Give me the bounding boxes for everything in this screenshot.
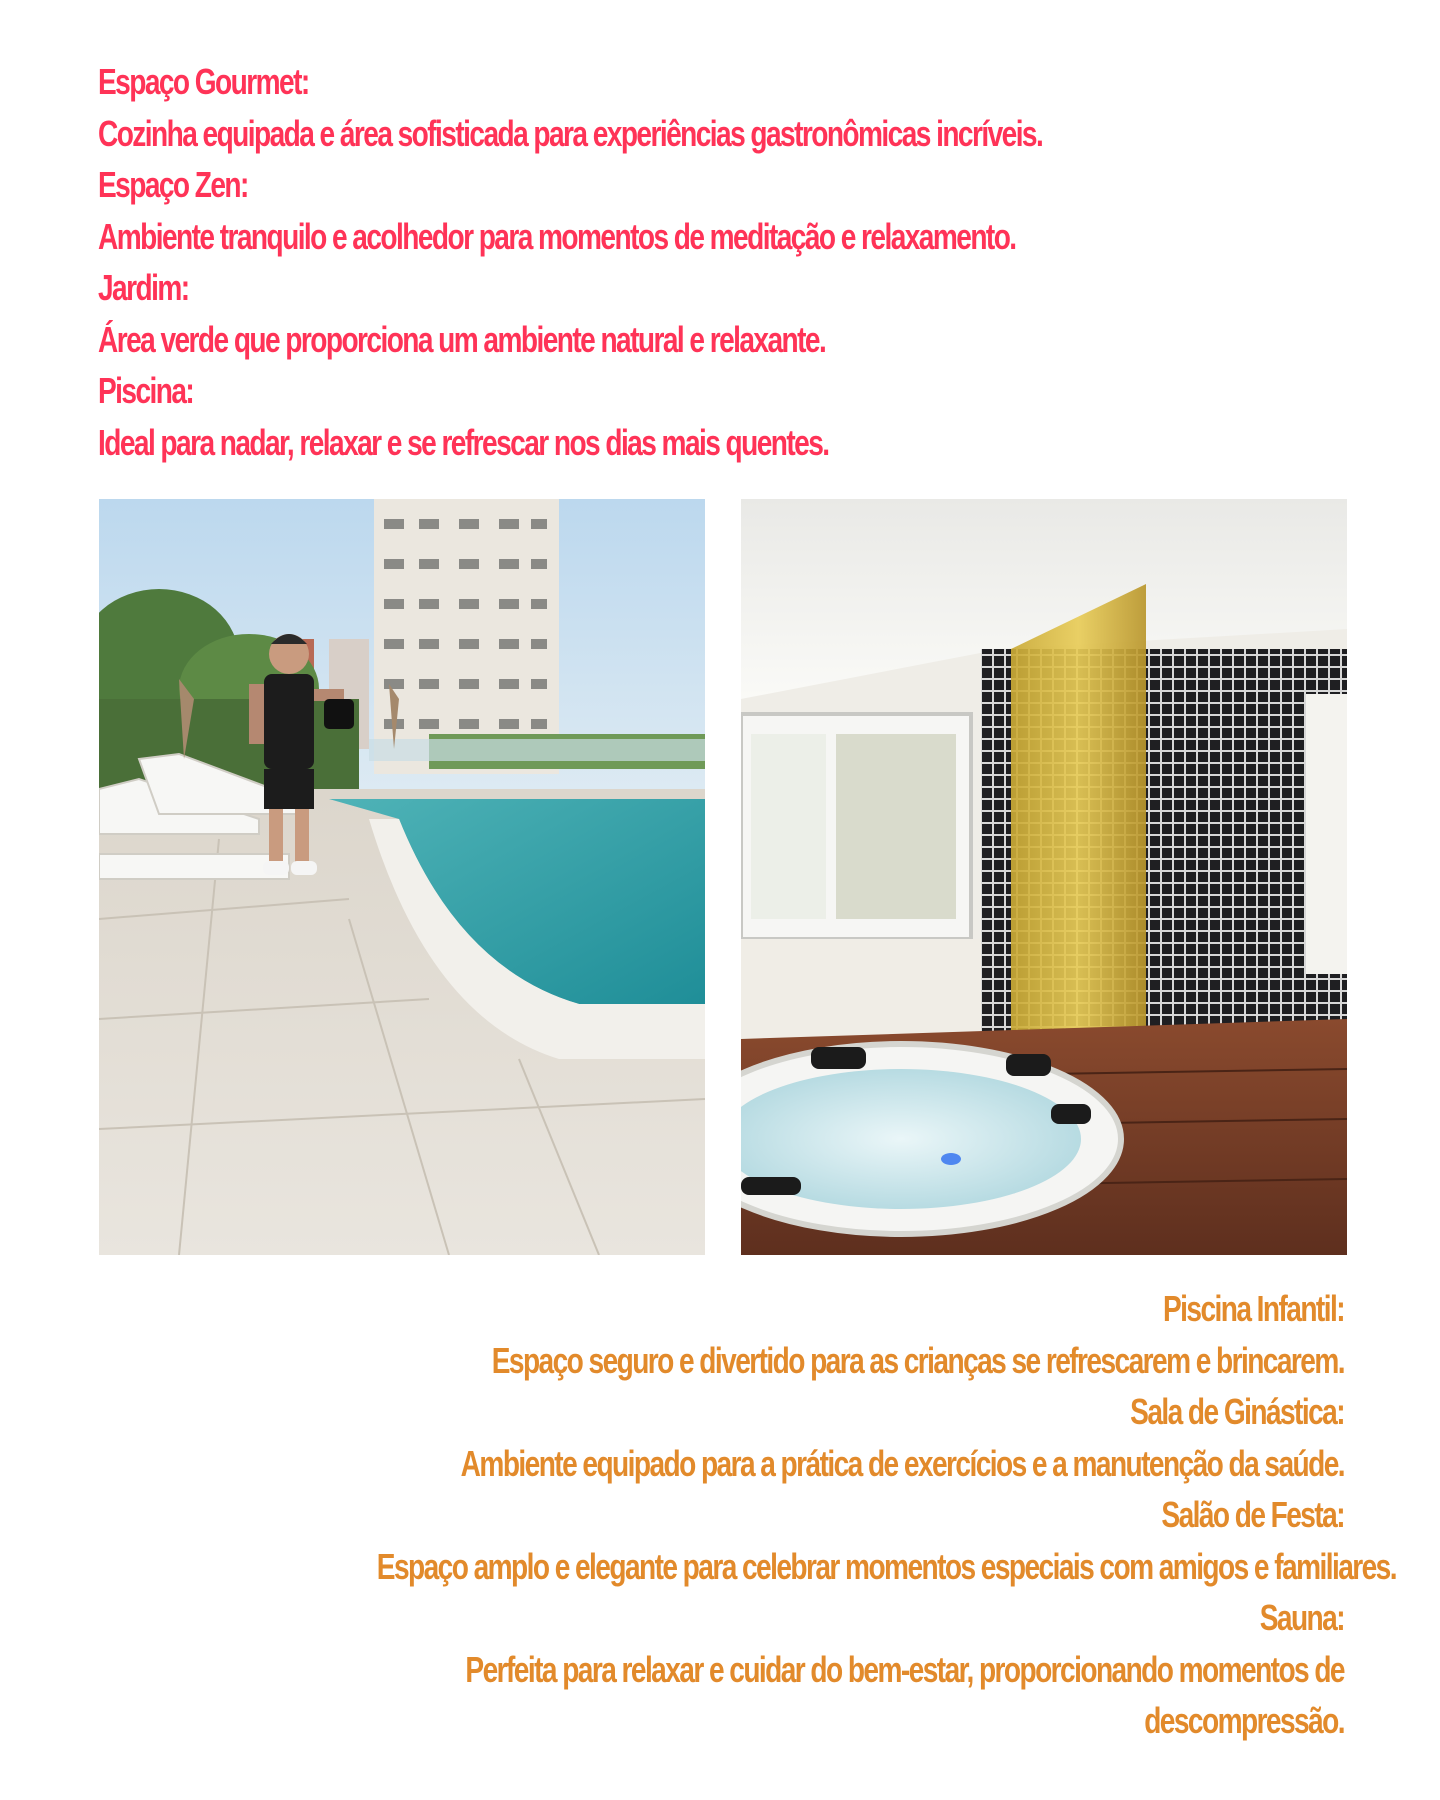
amenity-title: Jardim: [98, 267, 189, 308]
amenity-description: Ideal para nadar, relaxar e se refrescar nos dias mais quentes. [98, 421, 829, 463]
amenity-title: Espaço Gourmet: [98, 61, 309, 102]
amenity-title: Sala de Ginástica: [1130, 1391, 1344, 1432]
amenities-list-top [98, 56, 1338, 468]
amenity-description: Área verde que proporciona um ambiente natural e relaxante. [98, 318, 826, 360]
amenity-description: Cozinha equipada e área sofisticada para experiências gastronômicas incríveis. [98, 112, 1043, 154]
amenity-description: Espaço amplo e elegante para celebrar momentos especiais com amigos e familiares. [376, 1545, 1396, 1587]
amenity-title: Sauna: [1259, 1597, 1344, 1638]
amenity-description-continued: descompressão. [1144, 1700, 1344, 1741]
amenity-description: Perfeita para relaxar e cuidar do bem-estar, proporcionando momentos de [465, 1648, 1344, 1690]
amenity-title: Salão de Festa: [1161, 1494, 1344, 1535]
jacuzzi-room-photo [741, 499, 1347, 1255]
pool-deck-photo [99, 499, 705, 1255]
amenity-title: Piscina Infantil: [1163, 1288, 1344, 1329]
amenity-title: Espaço Zen: [98, 164, 248, 205]
amenity-title: Piscina: [98, 370, 194, 411]
amenity-description: Espaço seguro e divertido para as crianças se refrescarem e brincarem. [491, 1339, 1344, 1381]
amenities-list-bottom [104, 1283, 1396, 1747]
amenity-description: Ambiente tranquilo e acolhedor para momentos de meditação e relaxamento. [98, 215, 1016, 257]
amenity-description: Ambiente equipado para a prática de exercícios e a manutenção da saúde. [460, 1442, 1344, 1484]
